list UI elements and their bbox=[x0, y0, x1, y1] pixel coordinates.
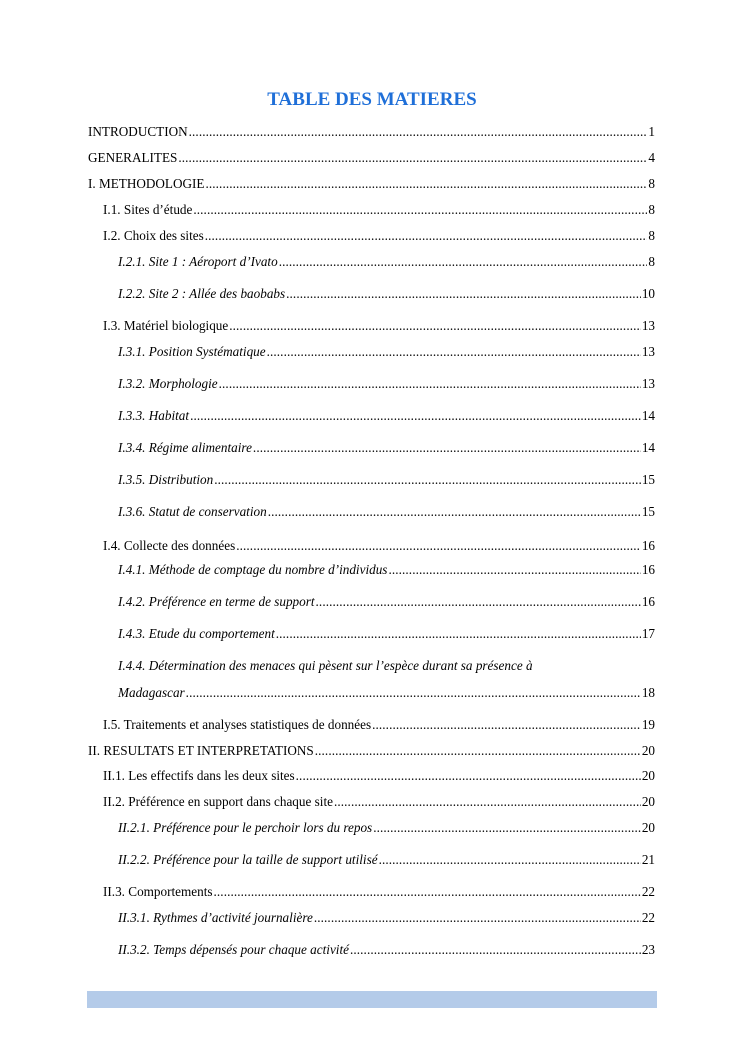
toc-leader-dots bbox=[373, 819, 641, 836]
toc-leader-dots bbox=[214, 883, 641, 900]
toc-entry-page: 20 bbox=[641, 820, 655, 835]
toc-entry[interactable] bbox=[103, 201, 655, 218]
toc-entry[interactable] bbox=[103, 883, 655, 900]
toc-leader-dots bbox=[229, 317, 641, 334]
toc-entry-label: I.4. Collecte des données bbox=[103, 538, 236, 553]
toc-entry[interactable] bbox=[88, 123, 655, 140]
toc-entry-page: 23 bbox=[641, 942, 655, 957]
toc-leader-dots bbox=[268, 503, 641, 520]
footer-bar bbox=[87, 991, 657, 1008]
toc-entry-page: 8 bbox=[648, 228, 655, 243]
toc-leader-dots bbox=[388, 561, 640, 578]
toc-leader-dots bbox=[296, 767, 641, 784]
toc-leader-dots bbox=[314, 909, 641, 926]
toc-leader-dots bbox=[205, 227, 648, 244]
toc-leader-dots bbox=[350, 941, 641, 958]
toc-entry[interactable] bbox=[103, 537, 655, 554]
toc-entry-page: 17 bbox=[641, 626, 655, 641]
toc-entry[interactable] bbox=[118, 819, 655, 836]
toc-entry[interactable] bbox=[88, 175, 655, 192]
toc-leader-dots bbox=[315, 742, 641, 759]
toc-leader-dots bbox=[219, 375, 641, 392]
toc-leader-dots bbox=[189, 123, 648, 140]
toc-leader-dots bbox=[236, 537, 641, 554]
toc-entry-page: 22 bbox=[641, 884, 655, 899]
toc-entry[interactable] bbox=[88, 742, 655, 759]
toc-leader-dots bbox=[279, 253, 648, 270]
toc-entry[interactable] bbox=[118, 909, 655, 926]
toc-entry[interactable] bbox=[118, 285, 655, 302]
toc-entry-page: 8 bbox=[648, 254, 655, 269]
toc-entry[interactable] bbox=[88, 149, 655, 166]
page-title: TABLE DES MATIERES bbox=[267, 89, 477, 110]
toc-leader-dots bbox=[190, 407, 641, 424]
toc-entry[interactable] bbox=[118, 941, 655, 958]
toc-entry-label: I.3. Matériel biologique bbox=[103, 318, 229, 333]
toc-entry-page: 13 bbox=[641, 376, 655, 391]
toc-entry-page: 4 bbox=[648, 150, 655, 165]
toc-leader-dots bbox=[214, 471, 641, 488]
toc-entry-page: 20 bbox=[641, 794, 655, 809]
toc-entry[interactable] bbox=[118, 684, 655, 701]
toc-entry-page: 15 bbox=[641, 504, 655, 519]
toc-entry[interactable] bbox=[118, 253, 655, 270]
toc-entry[interactable] bbox=[103, 716, 655, 733]
toc-entry-label: I.3.2. Morphologie bbox=[118, 376, 218, 391]
toc-entry-label: II. RESULTATS ET INTERPRETATIONS bbox=[88, 743, 314, 758]
toc-entry-label: GENERALITES bbox=[88, 150, 178, 165]
toc-entry-page: 13 bbox=[641, 344, 655, 359]
toc-entry-page: 8 bbox=[648, 202, 655, 217]
toc-entry[interactable] bbox=[118, 625, 655, 642]
toc-entry-page: 16 bbox=[641, 594, 655, 609]
toc-leader-dots bbox=[372, 716, 641, 733]
toc-entry-label: II.2.1. Préférence pour le perchoir lors du repos bbox=[118, 820, 373, 835]
toc-entry-page: 22 bbox=[641, 910, 655, 925]
toc-entry-label: I.2.1. Site 1 : Aéroport d’Ivato bbox=[118, 254, 278, 269]
toc-entry-page: 16 bbox=[641, 562, 655, 577]
toc-entry[interactable] bbox=[118, 407, 655, 424]
toc-leader-dots bbox=[334, 793, 641, 810]
toc-entry-label: Madagascar bbox=[118, 685, 185, 700]
toc-entry-label: I.5. Traitements et analyses statistiques de données bbox=[103, 717, 372, 732]
toc-entry-label: II.2.2. Préférence pour la taille de support utilisé bbox=[118, 852, 378, 867]
toc-entry-page: 21 bbox=[641, 852, 655, 867]
toc-entry-page: 1 bbox=[648, 124, 655, 139]
toc-entry-label: I.3.1. Position Systématique bbox=[118, 344, 266, 359]
toc-entry-label: I.3.6. Statut de conservation bbox=[118, 504, 267, 519]
toc-entry-page: 14 bbox=[641, 440, 655, 455]
toc-leader-dots bbox=[379, 851, 641, 868]
toc-entry[interactable] bbox=[118, 343, 655, 360]
toc-entry-label: INTRODUCTION bbox=[88, 124, 188, 139]
toc-entry-label: I.4.3. Etude du comportement bbox=[118, 626, 275, 641]
toc-entry[interactable] bbox=[103, 227, 655, 244]
toc-entry-label: II.2. Préférence en support dans chaque site bbox=[103, 794, 333, 809]
toc-entry-label: I.2. Choix des sites bbox=[103, 228, 204, 243]
toc-leader-dots bbox=[276, 625, 641, 642]
toc-entry-label: I.2.2. Site 2 : Allée des baobabs bbox=[118, 286, 286, 301]
toc-entry[interactable] bbox=[118, 503, 655, 520]
toc-entry-label: I. METHODOLOGIE bbox=[88, 176, 205, 191]
toc-entry-page: 13 bbox=[641, 318, 655, 333]
toc-entry-label: II.3.1. Rythmes d’activité journalière bbox=[118, 910, 313, 925]
toc-leader-dots bbox=[193, 201, 647, 218]
toc-entry-label: II.3. Comportements bbox=[103, 884, 213, 899]
toc-entry-page: 19 bbox=[641, 717, 655, 732]
toc-entry[interactable] bbox=[118, 439, 655, 456]
toc-entry-label: II.3.2. Temps dépensés pour chaque activité bbox=[118, 942, 349, 957]
toc-leader-dots bbox=[267, 343, 641, 360]
toc-entry[interactable] bbox=[118, 593, 655, 610]
toc-entry-label: I.3.5. Distribution bbox=[118, 472, 214, 487]
toc-leader-dots bbox=[178, 149, 647, 166]
toc-entry-page: 18 bbox=[641, 685, 655, 700]
toc-entry-page: 15 bbox=[641, 472, 655, 487]
toc-entry-page: 20 bbox=[641, 743, 655, 758]
toc-leader-dots bbox=[186, 684, 641, 701]
toc-entry-page: 20 bbox=[641, 768, 655, 783]
toc-entry[interactable] bbox=[103, 767, 655, 784]
toc-entry-label: I.1. Sites d’étude bbox=[103, 202, 193, 217]
toc-entry-label: I.4.2. Préférence en terme de support bbox=[118, 594, 315, 609]
toc-leader-dots bbox=[253, 439, 641, 456]
toc-entry-label: II.1. Les effectifs dans les deux sites bbox=[103, 768, 295, 783]
toc-entry[interactable] bbox=[103, 317, 655, 334]
toc-entry-page: 16 bbox=[641, 538, 655, 553]
toc-entry[interactable] bbox=[118, 375, 655, 392]
toc-entry-page: 14 bbox=[641, 408, 655, 423]
toc-entry-page: 10 bbox=[641, 286, 655, 301]
toc-entry[interactable] bbox=[118, 851, 655, 868]
toc-leader-dots bbox=[286, 285, 641, 302]
toc-entry-label: I.3.4. Régime alimentaire bbox=[118, 440, 252, 455]
toc-entry[interactable] bbox=[118, 471, 655, 488]
toc-leader-dots bbox=[205, 175, 647, 192]
toc-entry-label: I.3.3. Habitat bbox=[118, 408, 190, 423]
toc-entry-label: I.4.1. Méthode de comptage du nombre d’individus bbox=[118, 562, 388, 577]
toc-entry[interactable] bbox=[103, 793, 655, 810]
toc-entry-page: 8 bbox=[648, 176, 655, 191]
toc-entry-first-line[interactable]: I.4.4. Détermination des menaces qui pèsent sur l’espèce durant sa présence à bbox=[118, 658, 533, 673]
toc-entry[interactable] bbox=[118, 561, 655, 578]
toc-leader-dots bbox=[316, 593, 641, 610]
